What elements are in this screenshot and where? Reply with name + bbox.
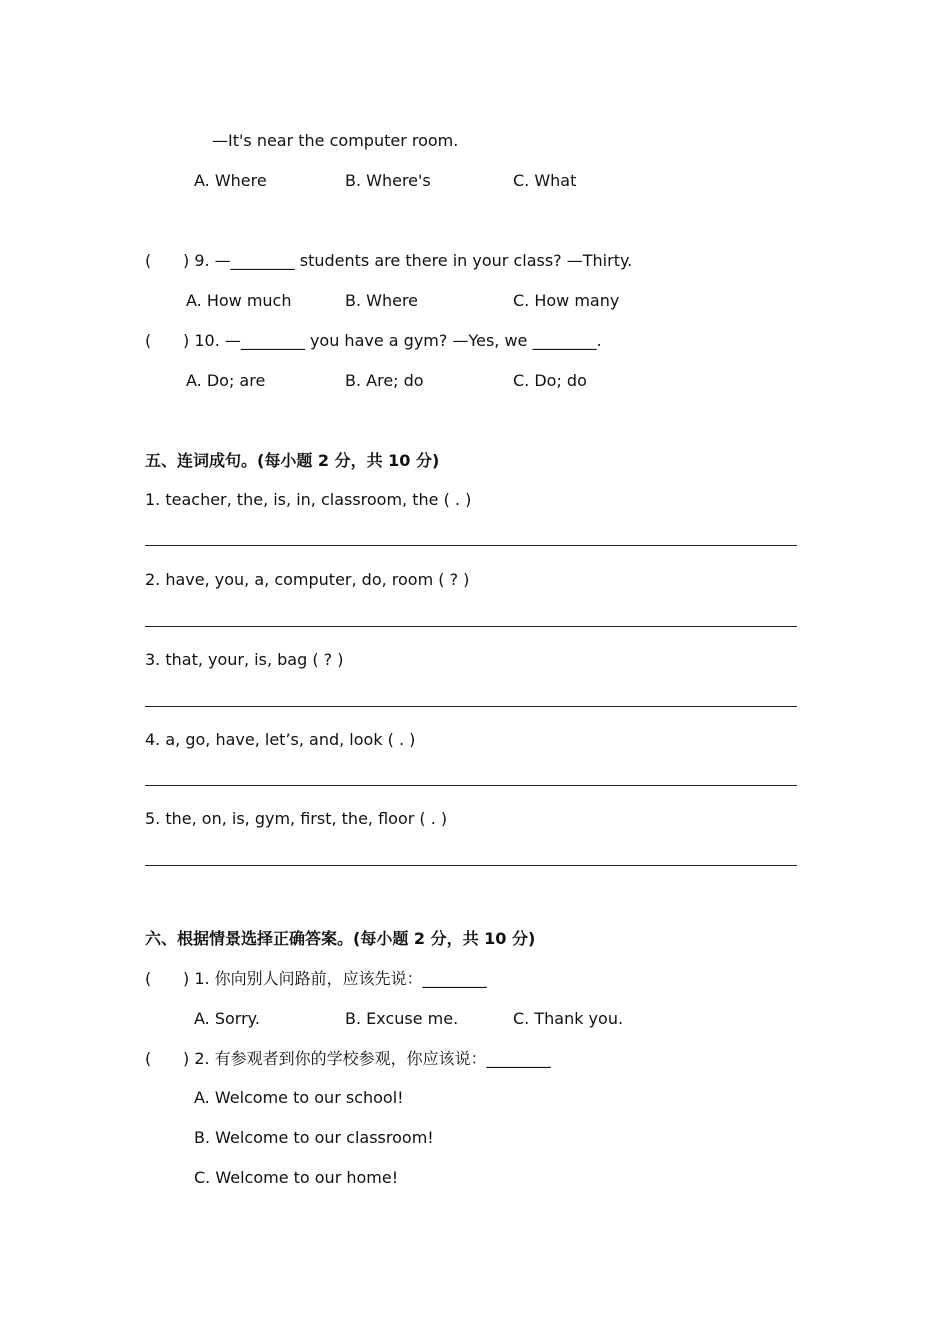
- answer-line-3: [145, 706, 797, 707]
- section6-heading: 六、根据情景选择正确答案。(每小题 2 分，共 10 分): [145, 929, 536, 948]
- q8-answer: —It's near the computer room.: [212, 131, 459, 150]
- s6-q1-option-a: A. Sorry.: [194, 1009, 260, 1028]
- q9-option-c: C. How many: [513, 291, 620, 310]
- q10-option-b: B. Are; do: [345, 371, 424, 390]
- s6-q2-option-a: A. Welcome to our school!: [194, 1088, 404, 1107]
- answer-line-2: [145, 626, 797, 627]
- answer-line-1: [145, 545, 797, 546]
- s6-q1-option-b: B. Excuse me.: [345, 1009, 459, 1028]
- section5-item-2: 2. have, you, a, computer, do, room ( ? ): [145, 570, 470, 589]
- section5-heading: 五、连词成句。(每小题 2 分，共 10 分): [145, 451, 440, 470]
- q10-option-c: C. Do; do: [513, 371, 587, 390]
- q8-option-a: A. Where: [194, 171, 267, 190]
- s6-q2-option-c: C. Welcome to our home!: [194, 1168, 399, 1187]
- q9-option-a: A. How much: [186, 291, 292, 310]
- q8-option-b: B. Where's: [345, 171, 431, 190]
- section5-item-4: 4. a, go, have, let’s, and, look ( . ): [145, 730, 416, 749]
- section5-item-1: 1. teacher, the, is, in, classroom, the ( . ): [145, 490, 472, 509]
- s6-q1-option-c: C. Thank you.: [513, 1009, 624, 1028]
- s6-q2-option-b: B. Welcome to our classroom!: [194, 1128, 434, 1147]
- q9-stem: ) 9. —________ students are there in your class? —Thirty.: [183, 251, 633, 270]
- q10-paren: (: [145, 331, 152, 350]
- section5-item-5: 5. the, on, is, gym, first, the, floor ( . ): [145, 809, 448, 828]
- answer-line-4: [145, 785, 797, 786]
- q9-option-b: B. Where: [345, 291, 419, 310]
- s6-q1-paren: (: [145, 969, 152, 988]
- answer-line-5: [145, 865, 797, 866]
- q10-option-a: A. Do; are: [186, 371, 266, 390]
- s6-q1-stem: ) 1. 你向别人问路前，应该先说：________: [183, 969, 487, 988]
- q9-paren: (: [145, 251, 152, 270]
- section5-item-3: 3. that, your, is, bag ( ? ): [145, 650, 344, 669]
- q8-option-c: C. What: [513, 171, 577, 190]
- q10-stem: ) 10. —________ you have a gym? —Yes, we ________.: [183, 331, 602, 350]
- s6-q2-paren: (: [145, 1049, 152, 1068]
- s6-q2-stem: ) 2. 有参观者到你的学校参观，你应该说：________: [183, 1049, 551, 1068]
